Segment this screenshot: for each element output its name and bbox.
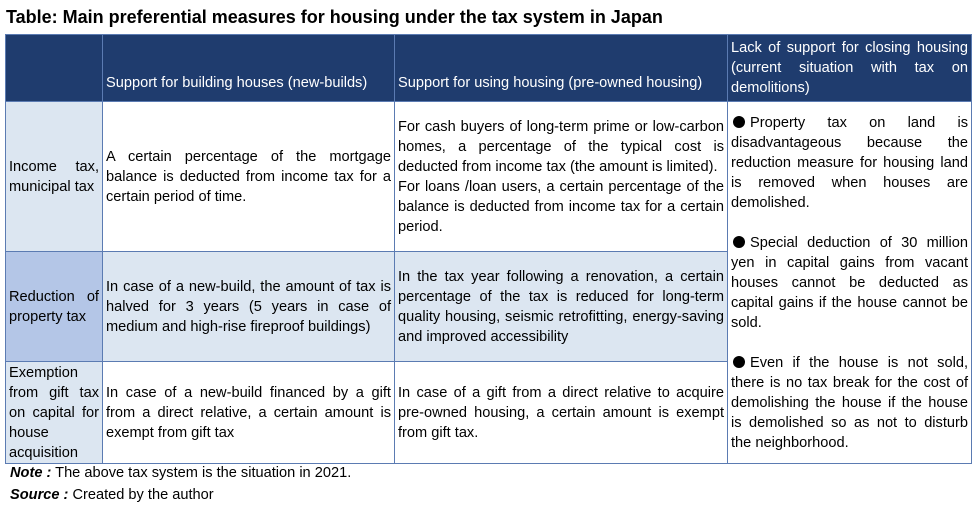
cell-income-tax-pre-owned	[395, 102, 728, 252]
footnotes	[10, 462, 351, 506]
row-label-income-tax: Income tax, municipal tax	[6, 102, 103, 252]
source-label: Source :	[10, 487, 69, 503]
bullet-icon	[733, 116, 745, 128]
cell-property-tax-new-builds: In case of a new-build, the amount of tax is halved for 3 years (5 years in case of medium and high-rise fireproof buildings)	[103, 252, 395, 362]
header-new-builds: Support for building houses (new-builds)	[103, 35, 395, 102]
header-blank	[6, 35, 103, 102]
note-line	[10, 462, 351, 484]
closing-point: Even if the house is not sold, there is no tax break for the cost of demolishing the house if the house is demolished so as not to disturb the neighborhood.	[731, 354, 968, 451]
cell-income-tax-pre-owned-cash: For cash buyers of long-term prime or low-carbon homes, a percentage of the typical cost is deducted from income tax (the amount is limited).	[398, 118, 724, 175]
closing-point: Special deduction of 30 million yen in capital gains from vacant houses cannot be deducted as capital gains if the house cannot be sold.	[731, 234, 968, 331]
header-closing: Lack of support for closing housing (current situation with tax on demolitions)	[728, 35, 972, 102]
cell-income-tax-new-builds: A certain percentage of the mortgage balance is deducted from income tax for a certain period of time.	[103, 102, 395, 252]
bullet-icon	[733, 236, 745, 248]
cell-gift-tax-pre-owned: In case of a gift from a direct relative to acquire pre-owned housing, a certain amount is exempt from gift tax.	[395, 362, 728, 464]
row-label-gift-tax: Exemption from gift tax on capital for house acquisition	[6, 362, 103, 464]
cell-property-tax-pre-owned: In the tax year following a renovation, a certain percentage of the tax is reduced for long-term quality housing, seismic retrofitting, energy-saving and improved accessibility	[395, 252, 728, 362]
source-line	[10, 484, 351, 506]
cell-gift-tax-new-builds: In case of a new-build financed by a gift from a direct relative, a certain amount is exempt from gift tax	[103, 362, 395, 464]
row-label-property-tax: Reduction of property tax	[6, 252, 103, 362]
note-text: The above tax system is the situation in 2021.	[55, 465, 352, 481]
table-title: Table: Main preferential measures for housing under the tax system in Japan	[6, 7, 663, 27]
header-row	[6, 35, 972, 102]
closing-point: Property tax on land is disadvantageous because the reduction measure for housing land is removed when houses are demolished.	[731, 114, 968, 211]
header-pre-owned: Support for using housing (pre-owned housing)	[395, 35, 728, 102]
bullet-icon	[733, 356, 745, 368]
tax-measures-table	[5, 34, 972, 464]
cell-closing-points	[728, 102, 972, 464]
table-row	[6, 102, 972, 252]
source-text: Created by the author	[72, 487, 214, 503]
cell-income-tax-pre-owned-loan: For loans /loan users, a certain percentage of the balance is deducted from income tax for a certain period.	[398, 178, 724, 235]
note-label: Note :	[10, 465, 52, 481]
